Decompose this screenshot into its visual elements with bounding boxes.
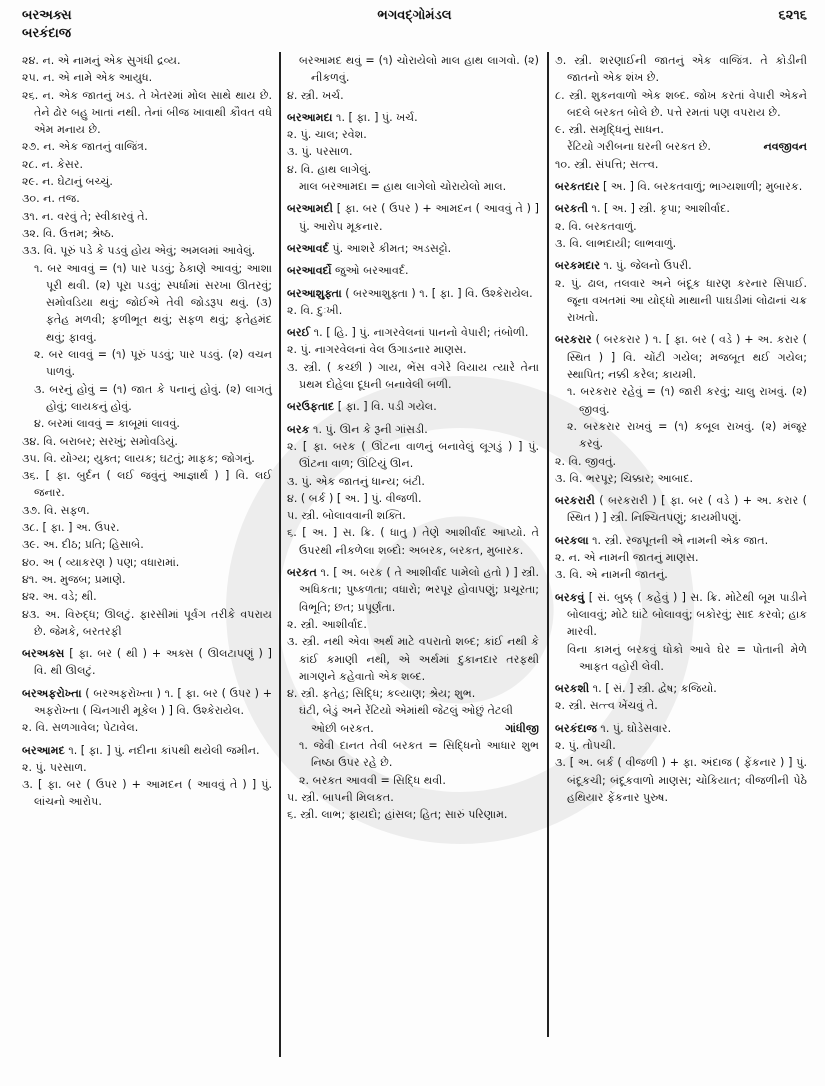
column-divider: [279, 52, 281, 1057]
definition-sense: [555, 697, 807, 714]
entry-text: ૪૦. અ ( વ્યાકરણ ) પણ; વધારામાં.: [22, 555, 180, 569]
page-header: [22, 8, 807, 30]
entry-text: ૨. ન. એ નામની જાતનું માણસ.: [555, 551, 699, 565]
headword: બરઅક્સ: [22, 647, 65, 661]
column-3: [555, 52, 807, 806]
entry-text: ૩. વિ. એ નામની જાતનું.: [555, 568, 668, 582]
dictionary-entry: [287, 262, 539, 279]
entry-text: ૧. બર આવવું = (૧) પાર પડવું; ઠેકાણે આવવું; આશા પૂરી થવી. (૨) પૂરા પડવું; સ્પર્ધામાં સરખા ઊતરવું; સમોવડિયા થવું; જોઈએ તેવી જોડરૂપ થવું. (૩) ફતેહ મળવી; ફળીભૂત થવું; સફળ થવું; ફતેહમંદ થવું; ફાવવું.: [34, 261, 272, 344]
idiom-sense: [555, 383, 807, 418]
citation-source: નવજીવન: [763, 140, 807, 154]
definition-sense: [22, 173, 272, 190]
definition-sense: [22, 433, 272, 450]
entry-text: ૩૩. વિ. પૂરું પડે કે પડવું હોય એવું; અમલમાં આવેલું.: [22, 244, 256, 258]
definition-sense: [287, 633, 539, 685]
definition-sense: [22, 467, 272, 502]
entry-text: ૩. વિ. ભરપૂર; ચિક્કાર; આબાદ.: [555, 471, 694, 485]
headword: બરકંદાજ: [555, 721, 597, 735]
definition-sense: [555, 754, 807, 806]
entry-text: ૩૨. વિ. ઉત્તમ; શ્રેષ્ઠ.: [22, 226, 115, 240]
definition-sense: [287, 789, 539, 806]
entry-text: ૧. પું. ઘોડેસવાર.: [596, 721, 672, 735]
entry-text: બરઆમદ થવું = (૧) ચોરાયેલો માલ હાથ લાગવો. (૨) નીકળવું.: [299, 54, 539, 85]
entry-text: ૩૮. [ ફા. ] અ. ઉપર.: [22, 521, 120, 535]
idiom-sense: [22, 415, 272, 432]
entry-text: ( બરકરારી ) [ ફા. બર ( વડે ) + અ. કરાર ( સ્થિત ) ] સ્ત્રી. નિશ્ચિતપણું; કાયમીપણું.: [567, 494, 807, 525]
entry-text: ૧. [ સં. ] સ્ત્રી. દ્વેષ; કજિયો.: [589, 682, 717, 696]
definition-sense: [287, 490, 539, 507]
entry-text: ૭. સ્ત્રી. શરણાઈની જાતનું એક વાજિંત્ર. તે કોડીની જાતનો એક શંખ છે.: [555, 54, 807, 85]
definition-sense: [22, 208, 272, 225]
definition-sense: [555, 470, 807, 487]
page-number: ૬૨૧૬: [778, 8, 807, 23]
entry-text: ૨. [ ફા. બરક ( ઊંટના વાળનું બનાવેલું લૂગડું ) ] પું. ઊંટના વાળ; ઊંટિયું ઊન.: [287, 439, 539, 471]
right-guideword: બરકંદાજ: [22, 26, 72, 41]
entry-text: ૪૩. અ. વિરુદ્ધ; ઊલટું. ફારસીમાં પૂર્વગ તરીકે વપરાય છે. જેમકે, બરતરફી: [22, 607, 272, 638]
entry-text: ૨. વિ. જીવતું.: [555, 454, 616, 468]
dictionary-entry: [555, 720, 807, 737]
definition-sense: [22, 536, 272, 553]
entry-text: ૯. સ્ત્રી. સમૃદ્ધિનું સાધન.: [555, 123, 664, 137]
entry-text: રેંટિયો ગરીબના ઘરની બરકત છે.: [567, 140, 711, 154]
headword: બરકશી: [555, 682, 590, 696]
headword: બરઆવર્દ: [287, 241, 329, 255]
entry-text: ૮. સ્ત્રી. શુકનવાળો એક શબ્દ. જોખ કરતાં વેપારી એકને બદલે બરકત બોલે છે. પત્તે રમતાં પણ વપરાય છે.: [555, 88, 807, 119]
entry-text: ૨૭. ન. એક જાતનું વાજિંત્ર.: [22, 140, 148, 154]
entry-text: ૨. પું. ઢાલ, તલવાર અને બંદૂક ધારણ કરનાર સિપાઈ. જૂના વખતમાં આ યોદ્ધો માથાની પાઘડીમાં લોઢાનાં ચક્ર રાખતો.: [555, 276, 807, 325]
entry-text: ૨૯. ન. ઘેટાનું બચ્ચું.: [22, 175, 113, 189]
definition-sense: [287, 87, 539, 104]
definition-sense: [555, 453, 807, 470]
definition-sense: [22, 588, 272, 605]
definition-sense: [22, 519, 272, 536]
dictionary-entry: [287, 324, 539, 341]
idiom-sense: [555, 641, 807, 676]
entry-text: ૨. પું. પરસાળ.: [22, 760, 87, 774]
definition-sense: [22, 606, 272, 641]
headword: બરકતદાર: [555, 180, 600, 194]
entry-text: ૩. સ્ત્રી. નથી એવા અર્થ માટે વપરાતો શબ્દ; કાંઈ નથી કે કાંઈ કમાણી નથી, એ અર્થમાં દુકાનદાર તરફથી માગણને કહેવાતો એક શબ્દ.: [287, 635, 539, 683]
idiom-sense: [22, 260, 272, 346]
column-1: [22, 52, 272, 811]
entry-text: ૩૯. અ. દીઠ; પ્રતિ; હિસાબે.: [22, 538, 144, 552]
entry-text: ૩. [ અ. બર્ક ( વીજળી ) + ફા. અંદાજ ( ફેંકનાર ) ] પું. બંદૂકચી; બંદૂકવાળો માણસ; ચોકિયાત; વીજળીની પેઠે હથિયાર ફેંકનાર પુરુષ.: [555, 756, 807, 804]
definition-sense: [22, 554, 272, 571]
entry-text: માલ બરઆમદા = હાથ લાગેલો ચોરાયેલો માલ.: [299, 180, 507, 194]
citation: [287, 702, 539, 737]
entry-text: ૬. [ અ. ] સ. ક્રિ. ( ધાતુ ) તેણે આશીર્વાદ આપ્યો. તે ઉપરથી નીકળેલા શબ્દો: અબરક, બરકત, મુબારક.: [287, 526, 539, 557]
entry-text: ૧૦. સ્ત્રી. સંપત્તિ; સત્ત્વ.: [555, 157, 659, 171]
entry-text: ૧. પું. જેલનો ઉપરી.: [599, 259, 692, 273]
definition-sense: [287, 143, 539, 160]
definition-sense: [287, 302, 539, 319]
column-2: [287, 52, 539, 823]
entry-text: ૩. પું. પરસાળ.: [287, 145, 353, 159]
headword: બરઆશુફ્તા: [287, 286, 342, 300]
column-divider: [547, 52, 549, 1037]
entry-text: ૩૦. ન. તજ.: [22, 192, 80, 206]
headword: બરઈ: [287, 326, 311, 340]
dictionary-entry: [555, 492, 807, 527]
entry-text: ઘંટી, બેડું અને રેંટિયો એમાંથી જેટલું ઓછું તેટલી ઓછી બરકત.: [299, 704, 513, 735]
entry-text: ૧. સ્ત્રી. રજપૂતની એ નામની એક જાત.: [588, 533, 769, 547]
entry-text: ૨. બરકત આવવી = સિદ્ધિ થવી.: [299, 773, 446, 787]
entry-text: ૨. બરકરાર રાખવું = (૧) કબૂલ રાખવું. (૨) મંજૂર કરવું.: [567, 419, 807, 451]
definition-sense: [287, 473, 539, 490]
entry-text: ૩. વિ. લાભદાયી; લાભવાળું.: [555, 236, 677, 250]
page-title: ભગવદ્ગોમંડલ: [377, 8, 452, 23]
dictionary-entry: [287, 564, 539, 616]
entry-text: પું. આશરે કીમત; અડસટ્ટો.: [328, 241, 452, 255]
dictionary-entry: [555, 178, 807, 195]
dictionary-entry: [22, 742, 272, 759]
headword: બરકરારી: [555, 494, 595, 508]
definition-sense: [555, 121, 807, 138]
headword: બરકલા: [555, 533, 589, 547]
definition-sense: [287, 438, 539, 473]
entry-text: ૧. જેવી દાનત તેવી બરકત = સિદ્ધિનો આધાર શુભ નિષ્ઠા ઉપર રહે છે.: [299, 738, 539, 770]
entry-text: ૪. સ્ત્રી. ખર્ચ.: [287, 88, 344, 102]
headword: બરઅફરોખ્તા: [22, 686, 82, 700]
definition-sense: [555, 235, 807, 252]
entry-text: [ સં. બુક્ક્ ( કહેવું ) ] સ. ક્રિ. મોટેથી બૂમ પાડીને બોલાવવું; મોટે ઘાંટે બોલાવવું; બકોરવું; સાદ કરવો; હાક મારવી.: [567, 590, 807, 639]
definition-sense: [22, 242, 272, 259]
headword: બરઆમદ: [22, 743, 65, 757]
dictionary-entry: [287, 200, 539, 235]
dictionary-entry: [287, 398, 539, 415]
definition-sense: [287, 126, 539, 143]
definition-sense: [555, 566, 807, 583]
definition-sense: [22, 571, 272, 588]
entry-text: ૨. પું. ચાલ; રવેશ.: [287, 128, 367, 142]
headword: બરઆવર્દો: [287, 264, 332, 278]
entry-text: ( બરઆશુફ્તા ) ૧. [ ફા. ] વિ. ઉશ્કેરાયેલ.: [341, 286, 533, 300]
definition-sense: [287, 524, 539, 559]
dictionary-entry: [555, 200, 807, 217]
definition-sense: [22, 776, 272, 811]
entry-text: ૩૭. વિ. સફળ.: [22, 503, 90, 517]
entry-text: ૪૧. અ. મુજબ; પ્રમાણે.: [22, 572, 126, 586]
entry-text: ૩. બરનું હોવું = (૧) જાત કે પનાનું હોવું. (૨) લાગતું હોવું; લાયકનું હોવું.: [34, 382, 272, 413]
left-guideword: બરઅક્સ: [22, 8, 72, 23]
entry-text: ૨. પું. નાગરવેલનાં વેલ ઉગાડનાર માણસ.: [287, 343, 467, 357]
entry-text: ૨. વિ. બરકતવાળું.: [555, 219, 637, 233]
dictionary-entry: [22, 685, 272, 720]
entry-text: ૧. [ ફા. ] પું. નદીના કાંપથી થયેલી જમીન.: [64, 743, 260, 757]
entry-text: ૩. પું. એક જાતનું ધાન્ય; બંટી.: [287, 474, 425, 488]
idiom-sense: [287, 737, 539, 772]
entry-text: ૨. બર લાવવું = (૧) પૂરું પડવું; પાર પડવું. (૨) વચન પાળવું.: [34, 348, 272, 379]
entry-text: ૪૨. અ. વડે; થી.: [22, 590, 97, 604]
headword: બરઆમદા: [287, 110, 333, 124]
entry-text: ૧. [ હિ. ] પું. નાગરવેલનાં પાનનો વેપારી; તંબોળી.: [310, 326, 529, 340]
entry-text: ૨૬. ન. એક જાતનું ખડ. તે ખેતરમાં મોલ સાથે થાય છે. તેને ઢોર બહુ ખાતાં નથી. તેનાં બીજ ખાવાથી કૌવત વધે એમ મનાય છે.: [22, 88, 272, 137]
entry-text: ૨૮. ન. કેસર.: [22, 157, 84, 171]
dictionary-entry: [22, 645, 272, 680]
definition-sense: [22, 156, 272, 173]
definition-sense: [287, 341, 539, 358]
headword: બરકમદાર: [555, 259, 600, 273]
entry-text: જુઓ બરઆવર્દ.: [331, 264, 409, 278]
idiom-sense: [287, 178, 539, 195]
definition-sense: [22, 502, 272, 519]
definition-sense: [287, 806, 539, 823]
entry-text: ૩૪. વિ. બરાબર; સરખું; સમોવડિયું.: [22, 434, 178, 448]
idiom-sense: [287, 772, 539, 789]
entry-text: ૧. બરકરાર રહેવું = (૧) જારી કરવું; ચાલુ રાખવું. (૨) જીવવું.: [567, 385, 807, 416]
definition-sense: [22, 190, 272, 207]
headword: બરક: [287, 422, 310, 436]
entry-text: ૩. [ ફા. બર ( ઉપર ) + આમદન ( આવવું તે ) ] પું. લાંચનો આરોપ.: [22, 778, 272, 809]
definition-sense: [287, 685, 539, 702]
definition-sense: [555, 52, 807, 87]
entry-text: ૨. સ્ત્રી. સત્ત્વ ખેંચવું તે.: [555, 699, 658, 713]
definition-sense: [555, 87, 807, 122]
definition-sense: [22, 138, 272, 155]
entry-text: ૨. પું. તોપચી.: [555, 738, 616, 752]
entry-text: ૨. સ્ત્રી. આશીર્વાદ.: [287, 617, 367, 631]
entry-text: ૪. સ્ત્રી. ફતેહ; સિદ્ધિ; કલ્યાણ; શ્રેય; શુભ.: [287, 687, 476, 701]
entry-text: ૧. [ ફા. ] પું. ખર્ચ.: [332, 110, 418, 124]
entry-text: ૫. સ્ત્રી. બાપની મિલકત.: [287, 790, 394, 804]
entry-text: ( બરઅફરોખ્તા ) ૧. [ ફા. બર ( ઉપર ) + અફરોખ્તા ( ચિનગારી મૂકેલ ) ] વિ. ઉશ્કેરાયેલ.: [34, 686, 272, 717]
entry-text: ૨૫. ન. એ નામે એક આયુધ.: [22, 71, 153, 85]
definition-sense: [22, 450, 272, 467]
entry-text: ૪. વિ. હાથ લાગેલું.: [287, 162, 372, 176]
entry-text: ૨૪. ન. એ નામનું એક સુગંધી દ્રવ્ય.: [22, 54, 181, 67]
idiom-sense: [22, 381, 272, 416]
definition-sense: [555, 218, 807, 235]
idiom-sense: [555, 418, 807, 453]
definition-sense: [555, 737, 807, 754]
entry-text: ૪. ( બર્ક ) [ અ. ] પું. વીજળી.: [287, 491, 422, 505]
entry-text: ૩૬. [ ફા. બુર્દન ( લઈ જવુંનું આજ્ઞાર્થ ) ] વિ. લઈ જનાર.: [22, 469, 272, 500]
dictionary-entry: [555, 589, 807, 641]
entry-text: ૬. સ્ત્રી. લાભ; ફાયદો; હાંસલ; હિત; સારું પરિણામ.: [287, 808, 508, 822]
dictionary-entry: [555, 680, 807, 697]
definition-sense: [287, 359, 539, 394]
entry-text: [ ફા. ] વિ. પડી ગયેલ.: [334, 400, 437, 414]
dictionary-entry: [555, 257, 807, 274]
entry-text: ૨. વિ. સળગાવેલ; પેટાવેલ.: [22, 721, 139, 735]
idiom-sense: [287, 52, 539, 87]
definition-sense: [22, 69, 272, 86]
definition-sense: [555, 549, 807, 566]
entry-text: [ ફા. બર ( થી ) + અક્સ ( ઊલટાપણું ) ] વિ. થી ઊલટું.: [34, 647, 272, 678]
citation: [555, 138, 807, 155]
headword: બરઉફતાદ: [287, 400, 335, 414]
entry-text: ( બરકરાર ) ૧. [ ફા. બર ( વડે ) + અ. કરાર ( સ્થિત ) ] વિ. ચોંટી ગયેલ; મજબૂત થઈ ગયેલ; સ્થાપિત; નક્કી કરેલ; કાયમી.: [567, 333, 807, 382]
definition-sense: [287, 161, 539, 178]
entry-text: ૩. સ્ત્રી. ( કચ્છી ) ગાય, ભેંસ વગેરે વિયાય ત્યારે તેના પ્રથમ દોહેલા દૂધની બનાવેલી બળી.: [287, 360, 539, 392]
definition-sense: [287, 507, 539, 524]
headword: બરકત: [287, 566, 317, 580]
entry-text: ૨. વિ. દુઃખી.: [287, 303, 343, 317]
dictionary-entry: [287, 285, 539, 302]
headword: બરકવું: [555, 590, 585, 604]
headword: બરકરાર: [555, 333, 592, 347]
definition-sense: [555, 156, 807, 173]
dictionary-entry: [555, 331, 807, 383]
dictionary-entry: [287, 240, 539, 257]
definition-sense: [22, 225, 272, 242]
definition-sense: [22, 52, 272, 69]
definition-sense: [555, 275, 807, 327]
entry-text: વિના કામનું બરકવું ધોકો આવે ઘેર = પોતાની મેળે આફત વહોરી લેવી.: [567, 642, 807, 673]
entry-text: ૩૫. વિ. યોગ્ય; યુક્ત; લાયક; ઘટતું; માફક; જોગનું.: [22, 451, 255, 465]
entry-text: [ અ. ] વિ. બરકતવાળું; ભાગ્યશાળી; મુબારક.: [599, 180, 803, 194]
dictionary-entry: [287, 109, 539, 126]
dictionary-entry: [287, 421, 539, 438]
dictionary-entry: [555, 532, 807, 549]
entry-text: ૪. બરમાં લાવવું = કાબૂમાં લાવવું.: [34, 417, 180, 431]
definition-sense: [287, 616, 539, 633]
entry-text: [ ફા. બર ( ઉપર ) + આમદન ( આવવું તે ) ] પું. આરોપ મૂકનાર.: [299, 202, 539, 233]
citation-source: ગાંધીજી: [505, 721, 539, 735]
definition-sense: [22, 87, 272, 139]
headword: બરકતી: [555, 202, 589, 216]
entry-text: ૩૧. ન. વરવું તે; સ્વીકારવું તે.: [22, 209, 149, 223]
definition-sense: [22, 759, 272, 776]
idiom-sense: [22, 346, 272, 381]
entry-text: ૧. [ અ. બરક ( તે આશીર્વાદ પામેલો હતો ) ] સ્ત્રી. અધિકતા; પુષ્કળતા; વધારો; ભરપૂર હોવાપણું; પ્રચૂરતા; વિભૂતિ; છત; પ્રપૂર્ણતા.: [299, 566, 539, 614]
entry-text: ૧. [ અ. ] સ્ત્રી. કૃપા; આશીર્વાદ.: [588, 202, 730, 216]
entry-text: ૧. પું. ઊન કે રૂની ગાંસડી.: [309, 422, 428, 436]
headword: બરઆમદી: [287, 202, 333, 216]
definition-sense: [22, 719, 272, 736]
entry-text: ૫. સ્ત્રી. બોલાવવાની શક્તિ.: [287, 509, 406, 523]
